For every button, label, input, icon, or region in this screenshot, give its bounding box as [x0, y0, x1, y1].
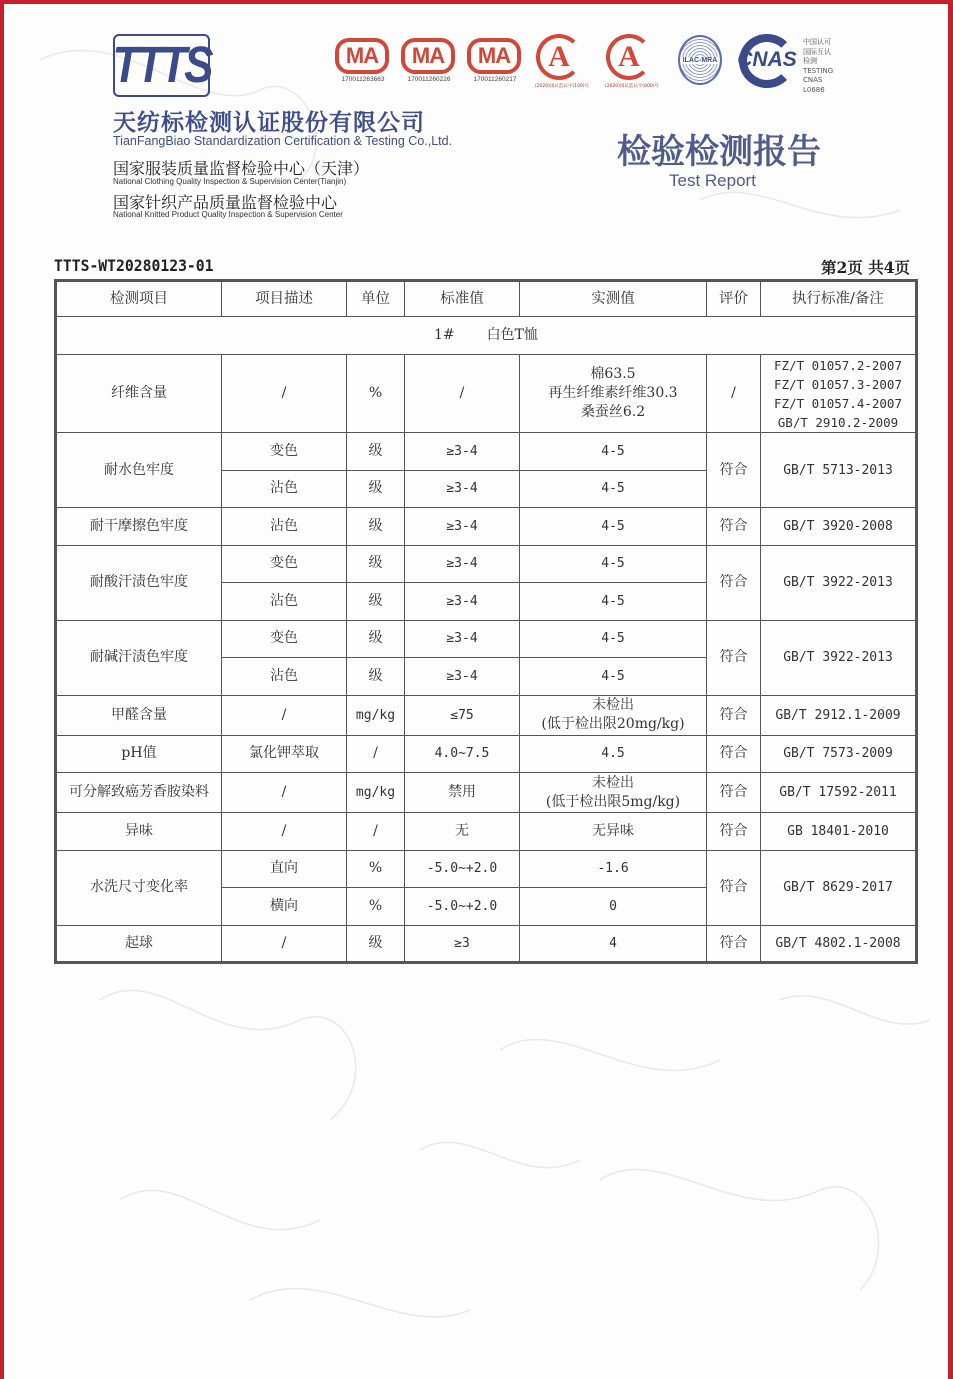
- method-cell: GB/T 4802.1-2008: [761, 925, 917, 963]
- cal-badge-icon: A: [606, 34, 652, 80]
- standard-cell: ≥3-4: [405, 470, 520, 508]
- unit-cell: 级: [347, 658, 405, 696]
- company-name-cn: 天纺标检测认证股份有限公司: [113, 110, 425, 136]
- cal-number: (2020)国认监认字(100)号: [534, 84, 590, 89]
- unit-cell: mg/kg: [347, 695, 405, 735]
- table-row-fiber-content: [56, 355, 917, 433]
- table-row-acid-perspiration: [56, 545, 917, 583]
- method-cell: GB 18401-2010: [761, 813, 917, 851]
- column-header-standard: 标准值: [405, 281, 520, 317]
- measured-cell: 4-5: [520, 620, 707, 658]
- cma-badge-icon: MA: [401, 38, 455, 74]
- method-cell: GB/T 8629-2017: [761, 850, 917, 925]
- cnas-side-line: 检测: [803, 57, 817, 65]
- column-header-measured: 实测值: [520, 281, 707, 317]
- column-header-item: 检测项目: [56, 281, 222, 317]
- unit-cell: 级: [347, 470, 405, 508]
- item-cell: 纤维含量: [56, 355, 222, 433]
- ilac-mra-label: ILAC-MRA: [682, 56, 718, 64]
- standard-cell: 4.0~7.5: [405, 735, 520, 773]
- standard-cell: 无: [405, 813, 520, 851]
- method-line: FZ/T 01057.2-2007: [774, 357, 902, 373]
- measured-cell: 4-5: [520, 508, 707, 546]
- evaluation-cell: 符合: [707, 545, 761, 620]
- report-title-en: Test Report: [669, 171, 756, 190]
- measured-cell: 4-5: [520, 433, 707, 471]
- method-line: FZ/T 01057.3-2007: [774, 376, 902, 392]
- table-row-azo-dyes: [56, 773, 917, 813]
- evaluation-cell: 符合: [707, 850, 761, 925]
- item-cell: pH值: [56, 735, 222, 773]
- report-number: TTTS-WT20280123-01: [54, 256, 214, 275]
- cma-mark-1: [335, 38, 393, 83]
- standard-cell: ≥3: [405, 925, 520, 963]
- measured-line: (低于检出限20mg/kg): [541, 716, 685, 732]
- method-cell: GB/T 3922-2013: [761, 545, 917, 620]
- table-row-water-fastness: [56, 433, 917, 471]
- standard-cell: -5.0~+2.0: [405, 850, 520, 888]
- cnas-side-text: [803, 38, 833, 95]
- description-cell: 沾色: [222, 658, 347, 696]
- cma-number: 170011260226: [407, 76, 451, 83]
- item-cell: 耐酸汗渍色牢度: [56, 545, 222, 620]
- table-row-pilling: [56, 925, 917, 963]
- item-cell: 耐干摩擦色牢度: [56, 508, 222, 546]
- cma-mark-3: [467, 38, 525, 83]
- description-cell: 变色: [222, 620, 347, 658]
- description-cell: /: [222, 813, 347, 851]
- description-cell: 沾色: [222, 583, 347, 621]
- item-cell: 耐水色牢度: [56, 433, 222, 508]
- description-cell: /: [222, 355, 347, 433]
- measured-cell: 4-5: [520, 583, 707, 621]
- measured-cell: 4: [520, 925, 707, 963]
- unit-cell: 级: [347, 620, 405, 658]
- table-row-formaldehyde: [56, 695, 917, 735]
- description-cell: /: [222, 773, 347, 813]
- cnas-side-line: CNAS L0686: [803, 76, 825, 94]
- cnas-label: CNAS: [737, 48, 797, 71]
- evaluation-cell: 符合: [707, 620, 761, 695]
- standard-cell: ≥3-4: [405, 433, 520, 471]
- description-cell: /: [222, 695, 347, 735]
- item-cell: 起球: [56, 925, 222, 963]
- measured-cell: 无异味: [520, 813, 707, 851]
- description-cell: 变色: [222, 545, 347, 583]
- measured-cell: -1.6: [520, 850, 707, 888]
- measured-line: (低于检出限5mg/kg): [545, 793, 681, 810]
- cal-number: (2020)国认监认字(000)号: [604, 84, 660, 89]
- evaluation-cell: 符合: [707, 508, 761, 546]
- measured-cell: [520, 773, 707, 813]
- standard-cell: ≥3-4: [405, 545, 520, 583]
- column-header-description: 项目描述: [222, 281, 347, 317]
- measured-line: 未检出: [592, 774, 634, 791]
- company-name-en: TianFangBiao Standardization Certification & Testing Co.,Ltd.: [113, 134, 453, 148]
- column-header-evaluation: 评价: [707, 281, 761, 317]
- measured-cell: 4-5: [520, 545, 707, 583]
- test-results-table: [54, 279, 918, 964]
- item-cell: 耐碱汗渍色牢度: [56, 620, 222, 695]
- unit-cell: mg/kg: [347, 773, 405, 813]
- description-cell: 变色: [222, 433, 347, 471]
- cal-badge-icon: A: [536, 34, 582, 80]
- knitted-center-name-cn: 国家针织产品质量监督检验中心: [113, 193, 338, 212]
- method-line: FZ/T 01057.4-2007: [774, 395, 902, 411]
- method-cell: GB/T 5713-2013: [761, 433, 917, 508]
- measured-cell: [520, 355, 707, 433]
- evaluation-cell: /: [707, 355, 761, 433]
- unit-cell: %: [347, 850, 405, 888]
- measured-line: 棉63.5: [590, 366, 636, 382]
- cal-mark-2: [602, 34, 662, 89]
- evaluation-cell: 符合: [707, 695, 761, 735]
- method-cell: GB/T 3922-2013: [761, 620, 917, 695]
- sample-id: 1#: [434, 327, 455, 343]
- item-cell: 甲醛含量: [56, 695, 222, 735]
- ttts-logo: [113, 34, 210, 97]
- cnas-side-line: TESTING: [803, 66, 834, 75]
- table-header-row: [56, 281, 917, 317]
- unit-cell: /: [347, 735, 405, 773]
- evaluation-cell: 符合: [707, 925, 761, 963]
- cnas-side-line: 国际互认: [803, 47, 831, 56]
- unit-cell: 级: [347, 583, 405, 621]
- evaluation-cell: 符合: [707, 433, 761, 508]
- sample-row: [56, 317, 917, 355]
- ttts-logo-text: TTTS: [112, 36, 211, 94]
- clothing-center-name-en: National Clothing Quality Inspection & Supervision Center(Tianjin): [113, 177, 347, 186]
- cma-mark-2: [401, 38, 459, 83]
- cal-mark-1: [532, 34, 592, 89]
- method-line: GB/T 2910.2-2009: [777, 414, 899, 430]
- cma-badge-icon: MA: [335, 38, 389, 74]
- unit-cell: 级: [347, 925, 405, 963]
- description-cell: 沾色: [222, 470, 347, 508]
- unit-cell: %: [347, 888, 405, 926]
- unit-cell: /: [347, 813, 405, 851]
- description-cell: /: [222, 925, 347, 963]
- evaluation-cell: 符合: [707, 773, 761, 813]
- method-cell: GB/T 17592-2011: [761, 773, 917, 813]
- measured-line: 再生纤维素纤维30.3: [548, 385, 678, 401]
- clothing-center-name-cn: 国家服装质量监督检验中心（天津）: [113, 159, 370, 178]
- page-info: 第2页 共4页: [821, 258, 910, 277]
- method-cell: GB/T 3920-2008: [761, 508, 917, 546]
- item-cell: 水洗尺寸变化率: [56, 850, 222, 925]
- method-cell: GB/T 7573-2009: [761, 735, 917, 773]
- measured-cell: 4-5: [520, 470, 707, 508]
- column-header-unit: 单位: [347, 281, 405, 317]
- table-row-alkaline-perspiration: [56, 620, 917, 658]
- measured-line: 桑蚕丝6.2: [580, 404, 646, 420]
- cma-badge-icon: MA: [467, 38, 521, 74]
- sample-name: 白色T恤: [486, 327, 538, 343]
- standard-cell: ≤75: [405, 695, 520, 735]
- standard-cell: 禁用: [405, 773, 520, 813]
- measured-cell: 4-5: [520, 658, 707, 696]
- table-row-dimensional-change: [56, 850, 917, 888]
- standard-cell: ≥3-4: [405, 658, 520, 696]
- table-row-odor: [56, 813, 917, 851]
- column-header-method: 执行标准/备注: [761, 281, 917, 317]
- standard-cell: /: [405, 355, 520, 433]
- ilac-mra-icon: [678, 35, 722, 85]
- cma-number: 170011263663: [341, 76, 385, 83]
- description-cell: 氯化钾萃取: [222, 735, 347, 773]
- unit-cell: 级: [347, 508, 405, 546]
- unit-cell: 级: [347, 433, 405, 471]
- description-cell: 横向: [222, 888, 347, 926]
- standard-cell: -5.0~+2.0: [405, 888, 520, 926]
- measured-line: 未检出: [592, 697, 634, 713]
- knitted-center-name-en: National Knitted Product Quality Inspection & Supervision Center: [113, 210, 343, 219]
- measured-cell: 4.5: [520, 735, 707, 773]
- standard-cell: ≥3-4: [405, 508, 520, 546]
- standard-cell: ≥3-4: [405, 583, 520, 621]
- cnas-side-line: 中国认可: [803, 38, 831, 46]
- measured-cell: [520, 695, 707, 735]
- table-row-ph: [56, 735, 917, 773]
- evaluation-cell: 符合: [707, 813, 761, 851]
- report-title-cn: 检验检测报告: [617, 132, 821, 172]
- method-cell: [761, 355, 917, 433]
- measured-cell: 0: [520, 888, 707, 926]
- table-row-dry-rubbing: [56, 508, 917, 546]
- standard-cell: ≥3-4: [405, 620, 520, 658]
- cnas-logo-icon: [735, 34, 799, 88]
- cma-number: 170011260217: [473, 76, 517, 83]
- unit-cell: %: [347, 355, 405, 433]
- unit-cell: 级: [347, 545, 405, 583]
- item-cell: 可分解致癌芳香胺染料: [56, 773, 222, 813]
- sample-cell: [56, 317, 917, 355]
- evaluation-cell: 符合: [707, 735, 761, 773]
- description-cell: 沾色: [222, 508, 347, 546]
- item-cell: 异味: [56, 813, 222, 851]
- description-cell: 直向: [222, 850, 347, 888]
- method-cell: GB/T 2912.1-2009: [761, 695, 917, 735]
